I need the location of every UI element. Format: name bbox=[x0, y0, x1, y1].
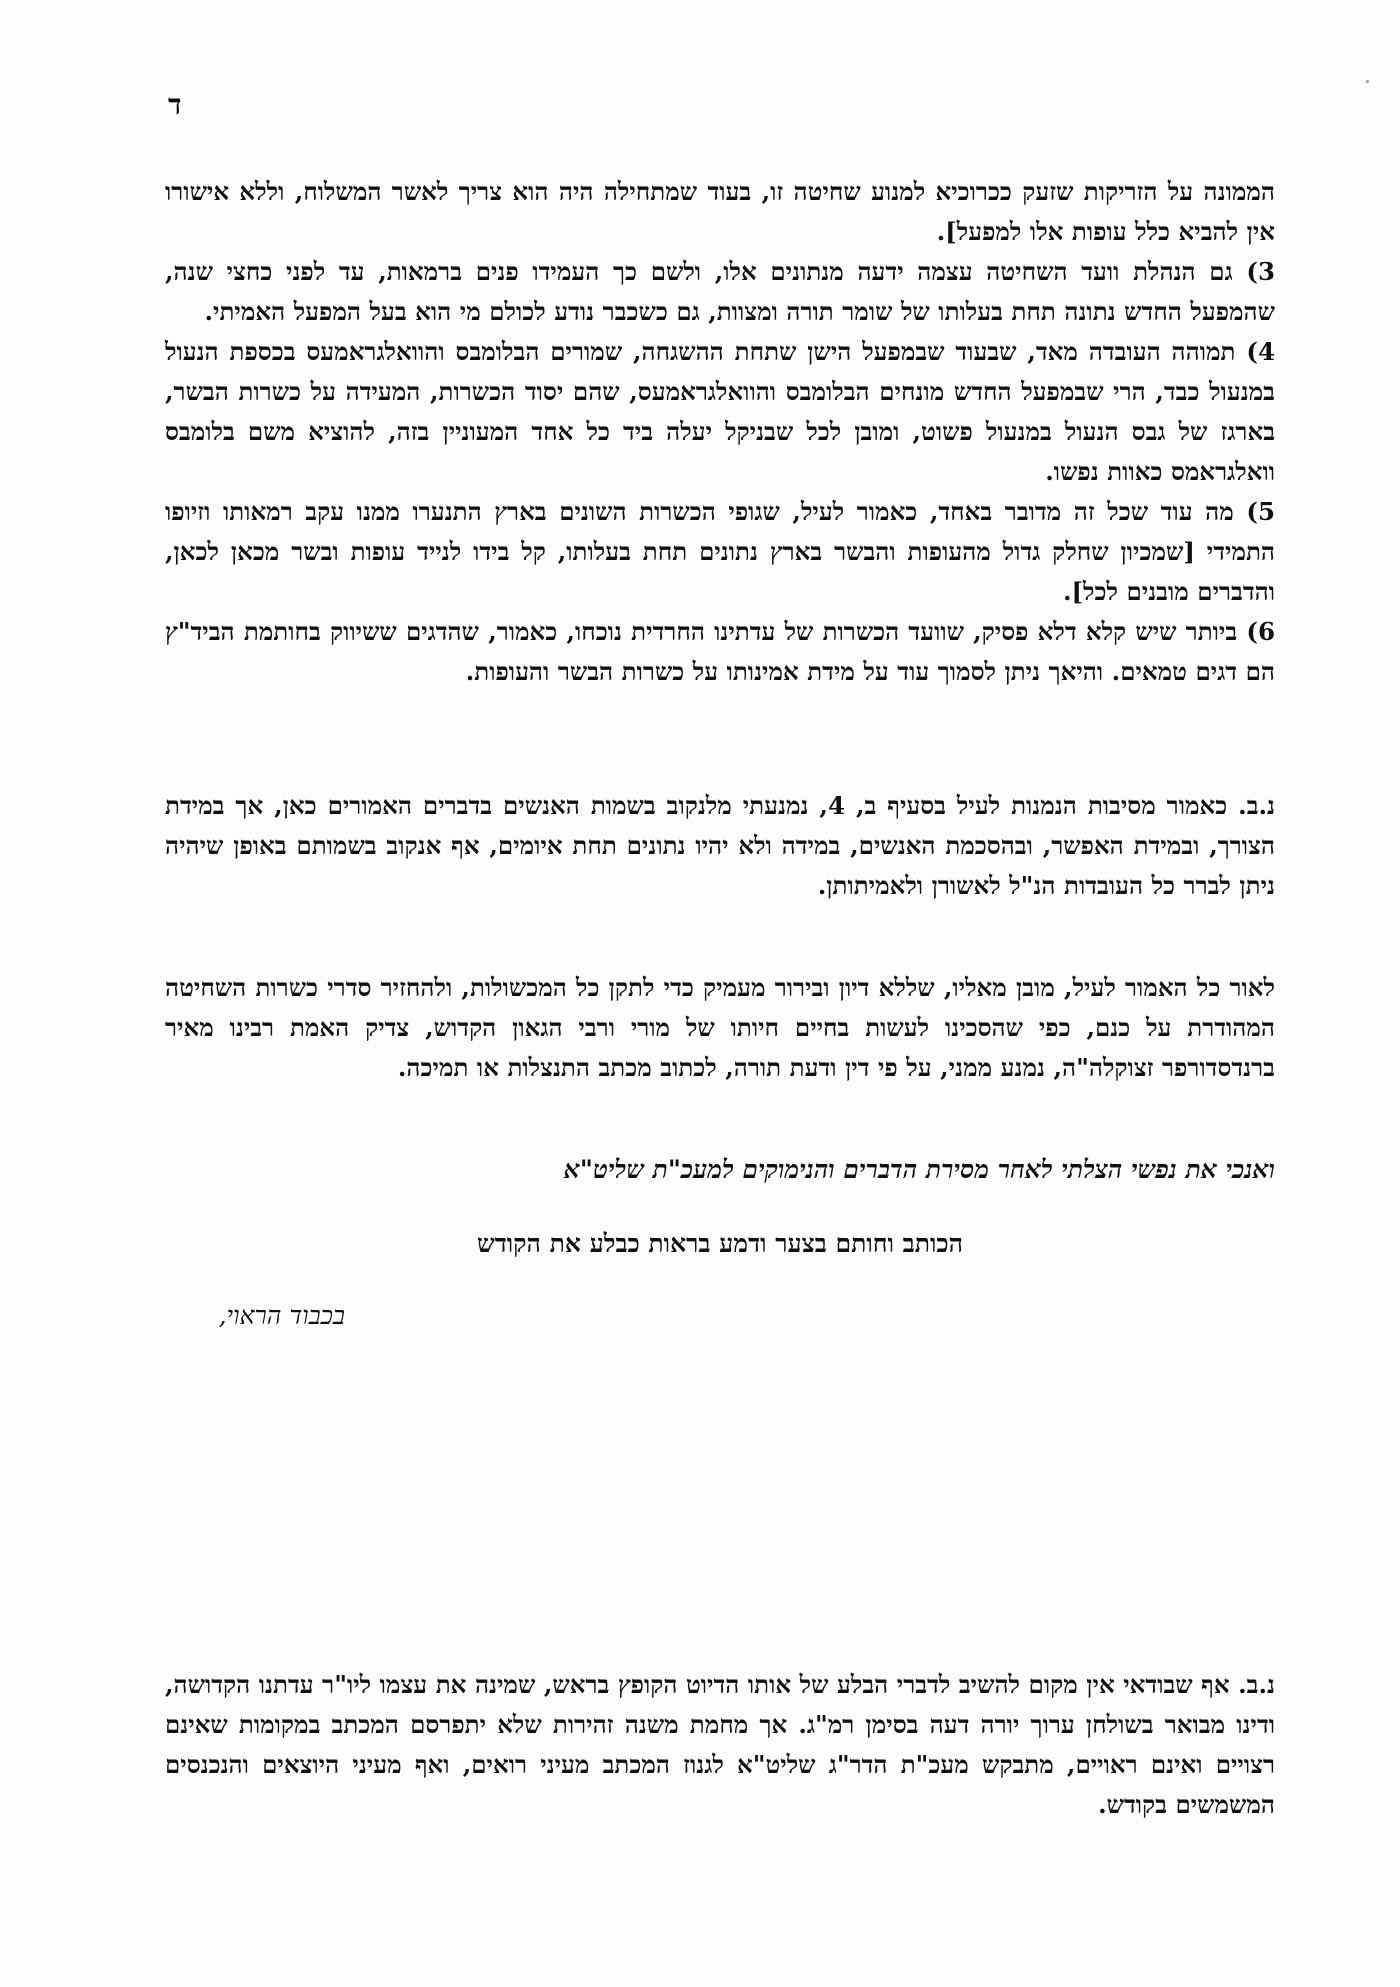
numbered-items-block bbox=[165, 172, 1275, 692]
postscript-paragraph bbox=[165, 1665, 1275, 1825]
item-4: 4) תמוהה העובדה מאד, שבעוד שבמפעל הישן שתחת ההשגחה, שמורים הבלומבס והוואלגראמעס בכספת הנעול במנעול כבד, הרי שבמפעל החדש מונחים הבלומבס והוואלגראמעס, שהם יסוד הכשרות, המעידה על כשרות הבשר, בארגז של גבס הנעול במנעול פשוט, ומובן לכל שבניקל יעלה ביד כל אחד המעוניין בזה, להוציא משם בלומבס וואלגראמס כאוות נפשו. bbox=[165, 337, 1275, 486]
item-5: 5) מה עוד שכל זה מדובר באחד, כאמור לעיל, שגופי הכשרות השונים בארץ התנערו ממנו עקב רמאותו וזיופו התמידי [שמכיון שחלק גדול מהעופות והבשר בארץ נתונים תחת בעלותו, קל בידו לנייד עופות ובשר מכאן לכאן, והדברים מובנים לכל]. bbox=[165, 497, 1275, 606]
regards-text: בכבוד הראוי, bbox=[218, 1301, 345, 1330]
nota-bene-paragraph bbox=[165, 786, 1275, 906]
declaration-line: ואנכי את נפשי הצלתי לאחר מסירת הדברים והנימוקים למעכ"ת שליט"א bbox=[563, 1155, 1275, 1184]
item-3: 3) גם הנהלת וועד השחיטה עצמה ידעה מנתונים אלו, ולשם כך העמידו פנים ברמאות, עד לפני כחצי שנה, שהמפעל החדש נתונה תחת בעלותו של שומר תורה ומצוות, גם כשכבר נודע לכולם מי הוא בעל המפעל האמיתי. bbox=[165, 257, 1275, 326]
scan-speck bbox=[1366, 80, 1369, 83]
nota-bene-text: נ.ב. כאמור מסיבות הנמנות לעיל בסעיף ב, 4, נמנעתי מלנקוב בשמות האנשים בדברים האמורים כאן, אך במידת הצורך, ובמידת האפשר, ובהסכמת האנשים, במידה ולא יהיו נתונים תחת איומים, אף אנקוב בשמותם באופן שיהיה ניתן לברר כל העובדות הנ"ל לאשורן ולאמיתותן. bbox=[165, 791, 1275, 900]
item-6: 6) ביותר שיש קלא דלא פסיק, שוועד הכשרות של עדתינו החרדית נוכחו, כאמור, שהדגים ששיווק בחותמת הביד"ץ הם דגים טמאים. והיאך ניתן לסמוך עוד על מידת אמינותו על כשרות הבשר והעופות. bbox=[165, 617, 1275, 686]
conclusion-text: לאור כל האמור לעיל, מובן מאליו, שללא דיון ובירור מעמיק כדי לתקן כל המכשולות, ולהחזיר סדרי כשרות השחיטה המהודרת על כנם, כפי שהסכינו לעשות בחיים חיותו של מורי ורבי הגאון הקדוש, צדיק האמת רבינו מאיר ברנדסדורפר זצוקלה"ה, נמנע ממני, על פי דין ודעת תורה, לכתוב מכתב התנצלות או תמיכה. bbox=[165, 973, 1275, 1082]
postscript-text: נ.ב. אף שבודאי אין מקום להשיב לדברי הבלע של אותו הדיוט הקופץ בראש, שמינה את עצמו ליו"ר עדתנו הקדושה, ודינו מבואר בשולחן ערוך יורה דעה בסימן רמ"ג. אך מחמת משנה זהירות שלא יתפרסם המכתב במקומות שאינם רצויים ואינם ראויים, מתבקש מעכ"ת הדר"ג שליט"א לגנוז המכתב מעיני רואים, ואף מעיני היוצאים והנכנסים המשמשים בקודש. bbox=[165, 1670, 1275, 1819]
page-number: ד bbox=[168, 88, 182, 121]
conclusion-paragraph bbox=[165, 968, 1275, 1088]
item-continuation: הממונה על הזריקות שזעק ככרוכיא למנוע שחיטה זו, בעוד שמתחילה היה הוא צריך לאשר המשלוח, וללא אישורו אין להביא כלל עופות אלו למפעל]. bbox=[165, 177, 1275, 246]
regards-line bbox=[165, 1296, 1275, 1336]
signature-line: הכותב וחותם בצער ודמע בראות כבלע את הקודש bbox=[477, 1229, 963, 1258]
